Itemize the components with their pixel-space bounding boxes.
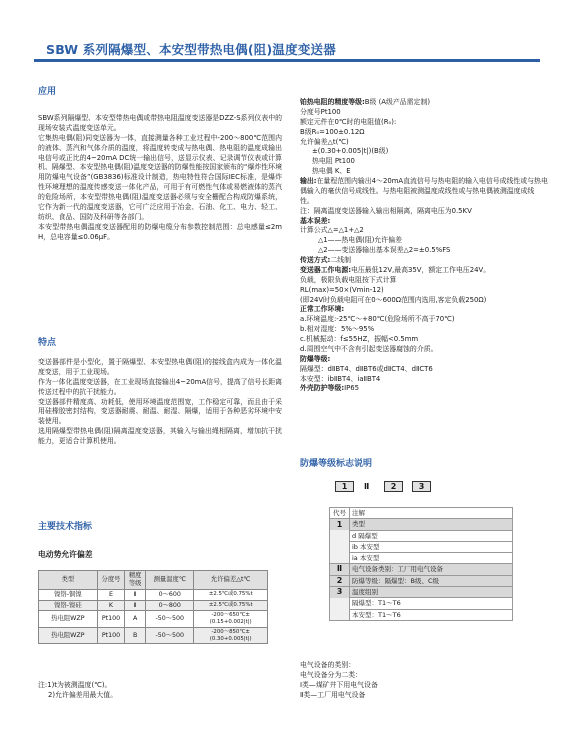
- spec-line: [300, 365, 548, 375]
- spec-line: [300, 177, 548, 207]
- table-header-row: [39, 571, 268, 590]
- spec-line: [300, 246, 548, 256]
- legend-note: 隔爆型：T1～T6: [350, 598, 513, 609]
- spec-line: [300, 305, 548, 315]
- spec-line: [300, 138, 548, 148]
- bottom-notes: [300, 661, 548, 701]
- legend-note: 注解: [350, 508, 513, 519]
- table-row: [39, 611, 268, 628]
- section-heading-specs: 主要技术指标: [38, 522, 93, 532]
- legend-note: 本安型：T1～T6: [350, 609, 513, 620]
- bottom-note-line: Ⅱ类—工厂用电气设备: [300, 690, 366, 699]
- legend-code: 3: [330, 587, 350, 598]
- page-title: SBW 系列隔爆型、本安型带热电偶(阻)温度变送器: [46, 42, 336, 57]
- spec-label: 传送方式:: [300, 256, 331, 264]
- table-header-cell: 精度等级: [125, 571, 146, 590]
- spec-line: [300, 375, 548, 385]
- features-paragraph: 作为一体化温度变送器，在工业现场直接输出4~20mA信号，提高了信号长距离传送过程中的抗干扰能力。: [38, 377, 282, 396]
- title-rule: [34, 59, 540, 62]
- table-cell: 热电阻WZP: [39, 627, 98, 644]
- table-cell: ±2.5℃或0.75%t: [194, 600, 268, 611]
- spec-line: [300, 345, 548, 355]
- legend-code: [330, 609, 350, 620]
- table-note: 注:1)t为被测温度(℃)。: [38, 681, 112, 689]
- table-row: [39, 589, 268, 600]
- table-header-cell: 分度号: [97, 571, 124, 590]
- application-paragraph: 它集热电偶(阻)同变送器为一体，直接测量各种工业过程中-200～800℃范围内的液体、蒸汽和气体介质的温度，将温度转变成与热电偶、热电阻的温度成输出电信号或正比的4~20mA DC统一输出信号，送显示仪表、记录调节仪表或计算机、隔爆型、本安型热电偶(阻)温度变送器的防爆性能按国家颁布的“爆炸性环境用防爆电气设备”(GB3836)标准设计制造，热电特性符合国际IEC标准，是爆炸性环境理想的温度传感变送一体化产品，可用于有可燃性气体或易燃液体的蒸汽的危险场所，本安型带热电偶(阻)温度变送器必须与安全栅配合构成防爆系统，它作为新一代的温度变送器，它可广泛应用于冶金、石油、化工、电力、轻工、纺织、食品、国防及科研等各部门。: [38, 133, 282, 221]
- spec-value: B级R₀=100±0.12Ω: [300, 127, 365, 136]
- table-cell: B: [125, 627, 146, 644]
- legend-note: 防爆等级：隔爆型：B级、C级: [350, 575, 513, 586]
- spec-value: 计算公式△=△1+△2: [300, 226, 364, 235]
- spec-line: [300, 128, 548, 138]
- legend-note: 温度组别: [350, 587, 513, 598]
- spec-value: 负载，极限负载电阻按下式计算: [300, 275, 397, 284]
- spec-value: 分度号Pt100: [300, 107, 341, 116]
- features-text: [38, 358, 282, 447]
- table-cell: Ⅱ: [125, 589, 146, 600]
- spec-label: 基本误差:: [300, 216, 331, 225]
- table-cell: -200～650℃±(0.15+0.002|t|): [194, 611, 268, 628]
- legend-row: [330, 508, 513, 519]
- spec-line: [300, 325, 548, 335]
- spec-line: [300, 118, 548, 128]
- table-caption: 电动势允许偏差: [38, 550, 93, 559]
- spec-line: [300, 108, 548, 118]
- table-cell: E: [97, 589, 124, 600]
- code-box: 3: [412, 481, 431, 492]
- spec-line: [300, 147, 548, 157]
- spec-label: 外壳防护等级:: [300, 384, 345, 393]
- spec-line: [300, 226, 548, 236]
- table-cell: Pt100: [97, 611, 124, 628]
- table-cell: -50～500: [146, 627, 194, 644]
- spec-line: [300, 98, 548, 108]
- spec-value: ±(0.30+0.005|t|)(B级): [312, 147, 389, 156]
- bottom-note-line: Ⅰ类—煤矿井下用电气设备: [300, 680, 378, 689]
- legend-table: [329, 507, 513, 621]
- table-cell: 0～800: [146, 600, 194, 611]
- spec-value: 本安型：ibⅡBT4、iaⅡBT4: [300, 374, 381, 383]
- code-box: 2: [384, 481, 403, 492]
- spec-value: 热电偶 K、E: [312, 167, 351, 176]
- table-header-cell: 类型: [39, 571, 98, 590]
- legend-row: [330, 519, 513, 530]
- legend-row: [330, 609, 513, 620]
- legend-code: Ⅱ: [330, 564, 350, 575]
- spec-label: 防爆等级:: [300, 354, 331, 363]
- table-cell: -50～500: [146, 611, 194, 628]
- spec-line: [300, 355, 548, 365]
- legend-row: [330, 564, 513, 575]
- application-paragraph: SBW系列隔爆型、本安型带热电偶或带热电阻温度变送器是DZZ-S系列仪表中的现场安装式温度变送单元。: [38, 114, 282, 132]
- section-heading-application: 应用: [38, 87, 57, 97]
- features-paragraph: 变送器部件是小型化，置于隔爆型、本安型热电偶(阻)的接线盒内成为一体化温度变送，用于工业现场。: [38, 358, 282, 376]
- section-heading-legend: 防爆等级标志说明: [300, 459, 373, 469]
- spec-line: [300, 256, 548, 266]
- table-row: [39, 600, 268, 611]
- table-cell: Pt100: [97, 627, 124, 644]
- table-row: [39, 627, 268, 644]
- legend-note: ib 本安型: [350, 541, 513, 552]
- table-cell: 镍铬-镍硅: [39, 600, 98, 611]
- spec-line: [300, 384, 548, 394]
- spec-value: B级 (A级产品需定制): [364, 98, 431, 106]
- legend-code: 1: [330, 519, 350, 530]
- table-cell: -200～850℃±(0.30+0.005|t|): [194, 627, 268, 644]
- spec-value: RL(max)=50×(Vmin-12): [300, 285, 384, 294]
- deviation-table: [38, 570, 268, 644]
- spec-value: 二线制: [330, 256, 351, 264]
- application-text: [38, 114, 282, 242]
- table-header-cell: 允许偏差△t℃: [194, 571, 268, 590]
- application-paragraph: 本安型带热电偶温度变送器配用的防爆电缆分布参数控制范围：总电感量≤2mH，总电容量≤0.06μF。: [38, 222, 282, 241]
- table-cell: 0～600: [146, 589, 194, 600]
- spec-value: 注：隔离温度变送器输入输出相隔离，隔离电压为0.5KV: [300, 206, 472, 215]
- legend-code: [330, 598, 350, 609]
- spec-label: 变送器工作电源:: [300, 265, 351, 274]
- spec-line: [300, 157, 548, 167]
- spec-value: △1——热电偶(阻)允许偏差: [318, 236, 402, 245]
- spec-line: [300, 286, 548, 296]
- spec-label: 铂热电阻的精度等级:: [300, 98, 365, 106]
- legend-code: 代号: [330, 508, 350, 519]
- spec-line: [300, 335, 548, 345]
- spec-value: 电压最低12V,最高35V，额定工作电压24V。: [351, 265, 491, 274]
- bottom-note-line: 电气设备的类别：: [300, 661, 356, 669]
- spec-line: [300, 296, 548, 306]
- spec-value: 热电阻 Pt100: [312, 157, 355, 166]
- table-cell: 热电阻WZP: [39, 611, 98, 628]
- spec-line: [300, 266, 548, 276]
- spec-value: 允许偏差△t(℃): [300, 137, 349, 146]
- legend-row: [330, 553, 513, 564]
- legend-code: [330, 530, 350, 541]
- table-header-cell: 测量温度℃: [146, 571, 194, 590]
- spec-value: 额定元件在0℃时的电阻值(R₀):: [300, 117, 397, 126]
- legend-note: 类型: [350, 519, 513, 530]
- table-cell: Ⅱ: [125, 600, 146, 611]
- spec-value: 在量程范围内输出4～20mA直流信号与热电阻的输入电信号成线性或与热电偶输入的毫伏信号成线性。与热电阻被测温度成线性或与热电偶被测温度成线性。: [300, 177, 548, 205]
- table-cell: K: [97, 600, 124, 611]
- spec-line: [300, 236, 548, 246]
- bottom-note-line: 电气设备分为二类：: [300, 670, 363, 679]
- spec-value: △2——变送器输出基本误差△2=±0.5%FS: [318, 246, 451, 255]
- spec-value: (即24V时负载电阻可在0～600Ω范围内选用,客定负载250Ω): [300, 295, 487, 304]
- spec-value: c.机械振动：f≤55HZ，振幅<0.5mm: [300, 335, 419, 343]
- legend-row: [330, 530, 513, 541]
- legend-row: [330, 587, 513, 598]
- spec-value: d.周围空气中不含有引起变送器腐蚀的介质。: [300, 344, 438, 353]
- legend-row: [330, 598, 513, 609]
- legend-code: [330, 553, 350, 564]
- table-note: 2)允许偏差用最大值。: [48, 690, 118, 699]
- features-paragraph: 选用隔爆型带热电偶(阻)隔离温度变送器，其输入与输出绳相隔离，增加抗干扰能力，更适合计算机使用。: [38, 427, 282, 445]
- spec-value: 隔爆型：dⅡBT4、dⅡBT6或dⅡCT4、dⅡCT6: [300, 364, 433, 373]
- code-box: 1: [335, 481, 354, 492]
- code-separator: Ⅱ: [364, 482, 370, 491]
- spec-line: [300, 217, 548, 227]
- legend-code: 2: [330, 575, 350, 586]
- legend-note: 电气设备类别：工厂用电气设备: [350, 564, 513, 575]
- legend-code: [330, 541, 350, 552]
- spec-label: 输出:: [300, 177, 317, 185]
- legend-row: [330, 541, 513, 552]
- legend-row: [330, 575, 513, 586]
- legend-note: ia 本安型: [350, 553, 513, 564]
- section-heading-features: 特点: [38, 338, 57, 348]
- spec-label: 正常工作环境:: [300, 305, 345, 314]
- spec-value: b.相对湿度：5%～95%: [300, 325, 375, 334]
- right-column-text: [300, 98, 548, 394]
- table-cell: 镍铬-铜镍: [39, 589, 98, 600]
- features-paragraph: 变送器部件精度高、功耗低，使用环境温度范围宽，工作稳定可靠，而且由于采用硅橡胶密封结构，变送器耐震、耐温、耐湿、隔爆，适用于各种恶劣环境中安装使用。: [38, 397, 282, 426]
- table-notes: [38, 681, 268, 701]
- spec-line: [300, 207, 548, 217]
- table-cell: ±2.5℃或0.75%t: [194, 589, 268, 600]
- spec-line: [300, 167, 548, 177]
- spec-value: a.环境温度:-25℃～+80℃(危险场所不高于70℃): [300, 315, 455, 324]
- spec-value: IP65: [344, 384, 360, 393]
- table-cell: A: [125, 611, 146, 628]
- legend-note: d 隔爆型: [350, 530, 513, 541]
- spec-line: [300, 315, 548, 325]
- spec-line: [300, 276, 548, 286]
